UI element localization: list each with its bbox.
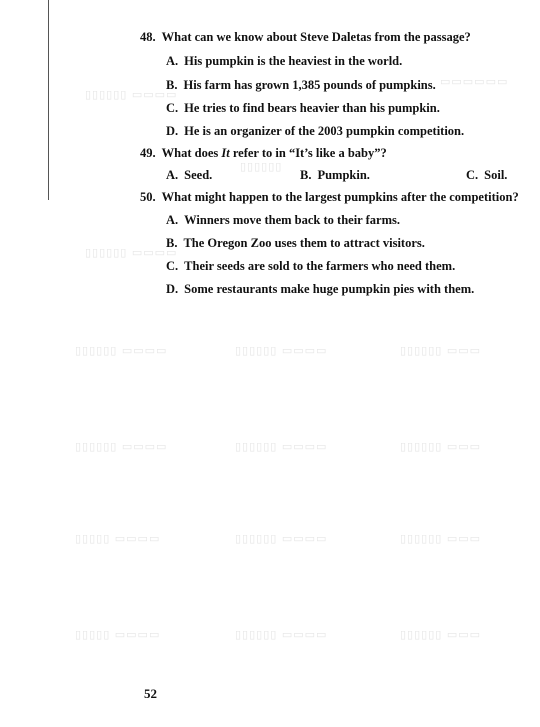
binding-line — [48, 0, 49, 200]
option-letter: D. — [166, 282, 179, 296]
option-50-c[interactable] — [166, 259, 455, 274]
watermark: ▯▯▯▯▯▯ ▭▭▭▭ — [85, 246, 178, 259]
option-letter: B. — [166, 78, 178, 92]
watermark: ▯▯▯▯▯▯ ▭▭▭ — [400, 344, 481, 357]
option-text: Their seeds are sold to the farmers who need them. — [184, 259, 456, 273]
question-number: 50. — [140, 190, 156, 204]
option-letter: D. — [166, 124, 179, 138]
option-48-c[interactable] — [166, 101, 440, 116]
option-letter: A. — [166, 168, 179, 182]
option-50-b[interactable] — [166, 236, 425, 251]
option-49-b[interactable] — [300, 168, 370, 183]
watermark: ▭▭▭▭▭▭ — [440, 75, 509, 88]
watermark: ▯▯▯▯▯▯ ▭▭▭▭ — [235, 532, 328, 545]
watermark: ▯▯▯▯▯▯ ▭▭▭▭ — [75, 440, 168, 453]
watermark: ▯▯▯▯▯▯ — [240, 160, 283, 173]
option-text: Pumpkin. — [317, 168, 370, 182]
question-50 — [140, 190, 519, 205]
option-50-d[interactable] — [166, 282, 474, 297]
option-letter: C. — [166, 259, 179, 273]
option-letter: B. — [166, 236, 178, 250]
question-stem-pre: What does — [161, 146, 219, 160]
question-number: 48. — [140, 30, 156, 44]
option-48-a[interactable] — [166, 54, 402, 69]
option-letter: C. — [166, 101, 179, 115]
page-number: 52 — [144, 686, 157, 701]
option-text: Winners move them back to their farms. — [184, 213, 400, 227]
question-number: 49. — [140, 146, 156, 160]
option-49-c[interactable] — [466, 168, 507, 183]
option-50-a[interactable] — [166, 213, 400, 228]
watermark: ▯▯▯▯▯▯ ▭▭▭ — [400, 532, 481, 545]
option-48-b[interactable] — [166, 78, 436, 93]
question-stem: What can we know about Steve Daletas from the passage? — [161, 30, 471, 44]
option-48-d[interactable] — [166, 124, 464, 139]
option-text: Soil. — [484, 168, 508, 182]
option-text: He is an organizer of the 2003 pumpkin competition. — [184, 124, 465, 138]
option-text: Some restaurants make huge pumpkin pies with them. — [184, 282, 475, 296]
watermark: ▯▯▯▯▯▯ ▭▭▭▭ — [75, 344, 168, 357]
option-text: He tries to find bears heavier than his pumpkin. — [184, 101, 440, 115]
option-49-a[interactable] — [166, 168, 212, 183]
option-letter: A. — [166, 213, 179, 227]
watermark: ▯▯▯▯▯▯ ▭▭▭▭ — [235, 628, 328, 641]
watermark: ▯▯▯▯▯ ▭▭▭▭ — [75, 532, 161, 545]
watermark: ▯▯▯▯▯▯ ▭▭▭ — [400, 628, 481, 641]
question-49 — [140, 146, 387, 161]
question-stem-it: It — [221, 146, 230, 160]
watermark: ▯▯▯▯▯▯ ▭▭▭ — [400, 440, 481, 453]
option-letter: A. — [166, 54, 179, 68]
option-text: His pumpkin is the heaviest in the world. — [184, 54, 403, 68]
watermark: ▯▯▯▯▯▯ ▭▭▭▭ — [85, 88, 178, 101]
watermark: ▯▯▯▯▯▯ ▭▭▭▭ — [235, 440, 328, 453]
option-text: His farm has grown 1,385 pounds of pumpkins. — [183, 78, 436, 92]
question-48 — [140, 30, 471, 45]
option-letter: B. — [300, 168, 312, 182]
question-stem: What might happen to the largest pumpkins after the competition? — [161, 190, 519, 204]
option-text: Seed. — [184, 168, 213, 182]
watermark: ▯▯▯▯▯▯ ▭▭▭▭ — [235, 344, 328, 357]
watermark: ▯▯▯▯▯ ▭▭▭▭ — [75, 628, 161, 641]
question-stem-post: refer to in “It’s like a baby”? — [232, 146, 387, 160]
option-letter: C. — [466, 168, 479, 182]
option-text: The Oregon Zoo uses them to attract visitors. — [183, 236, 425, 250]
